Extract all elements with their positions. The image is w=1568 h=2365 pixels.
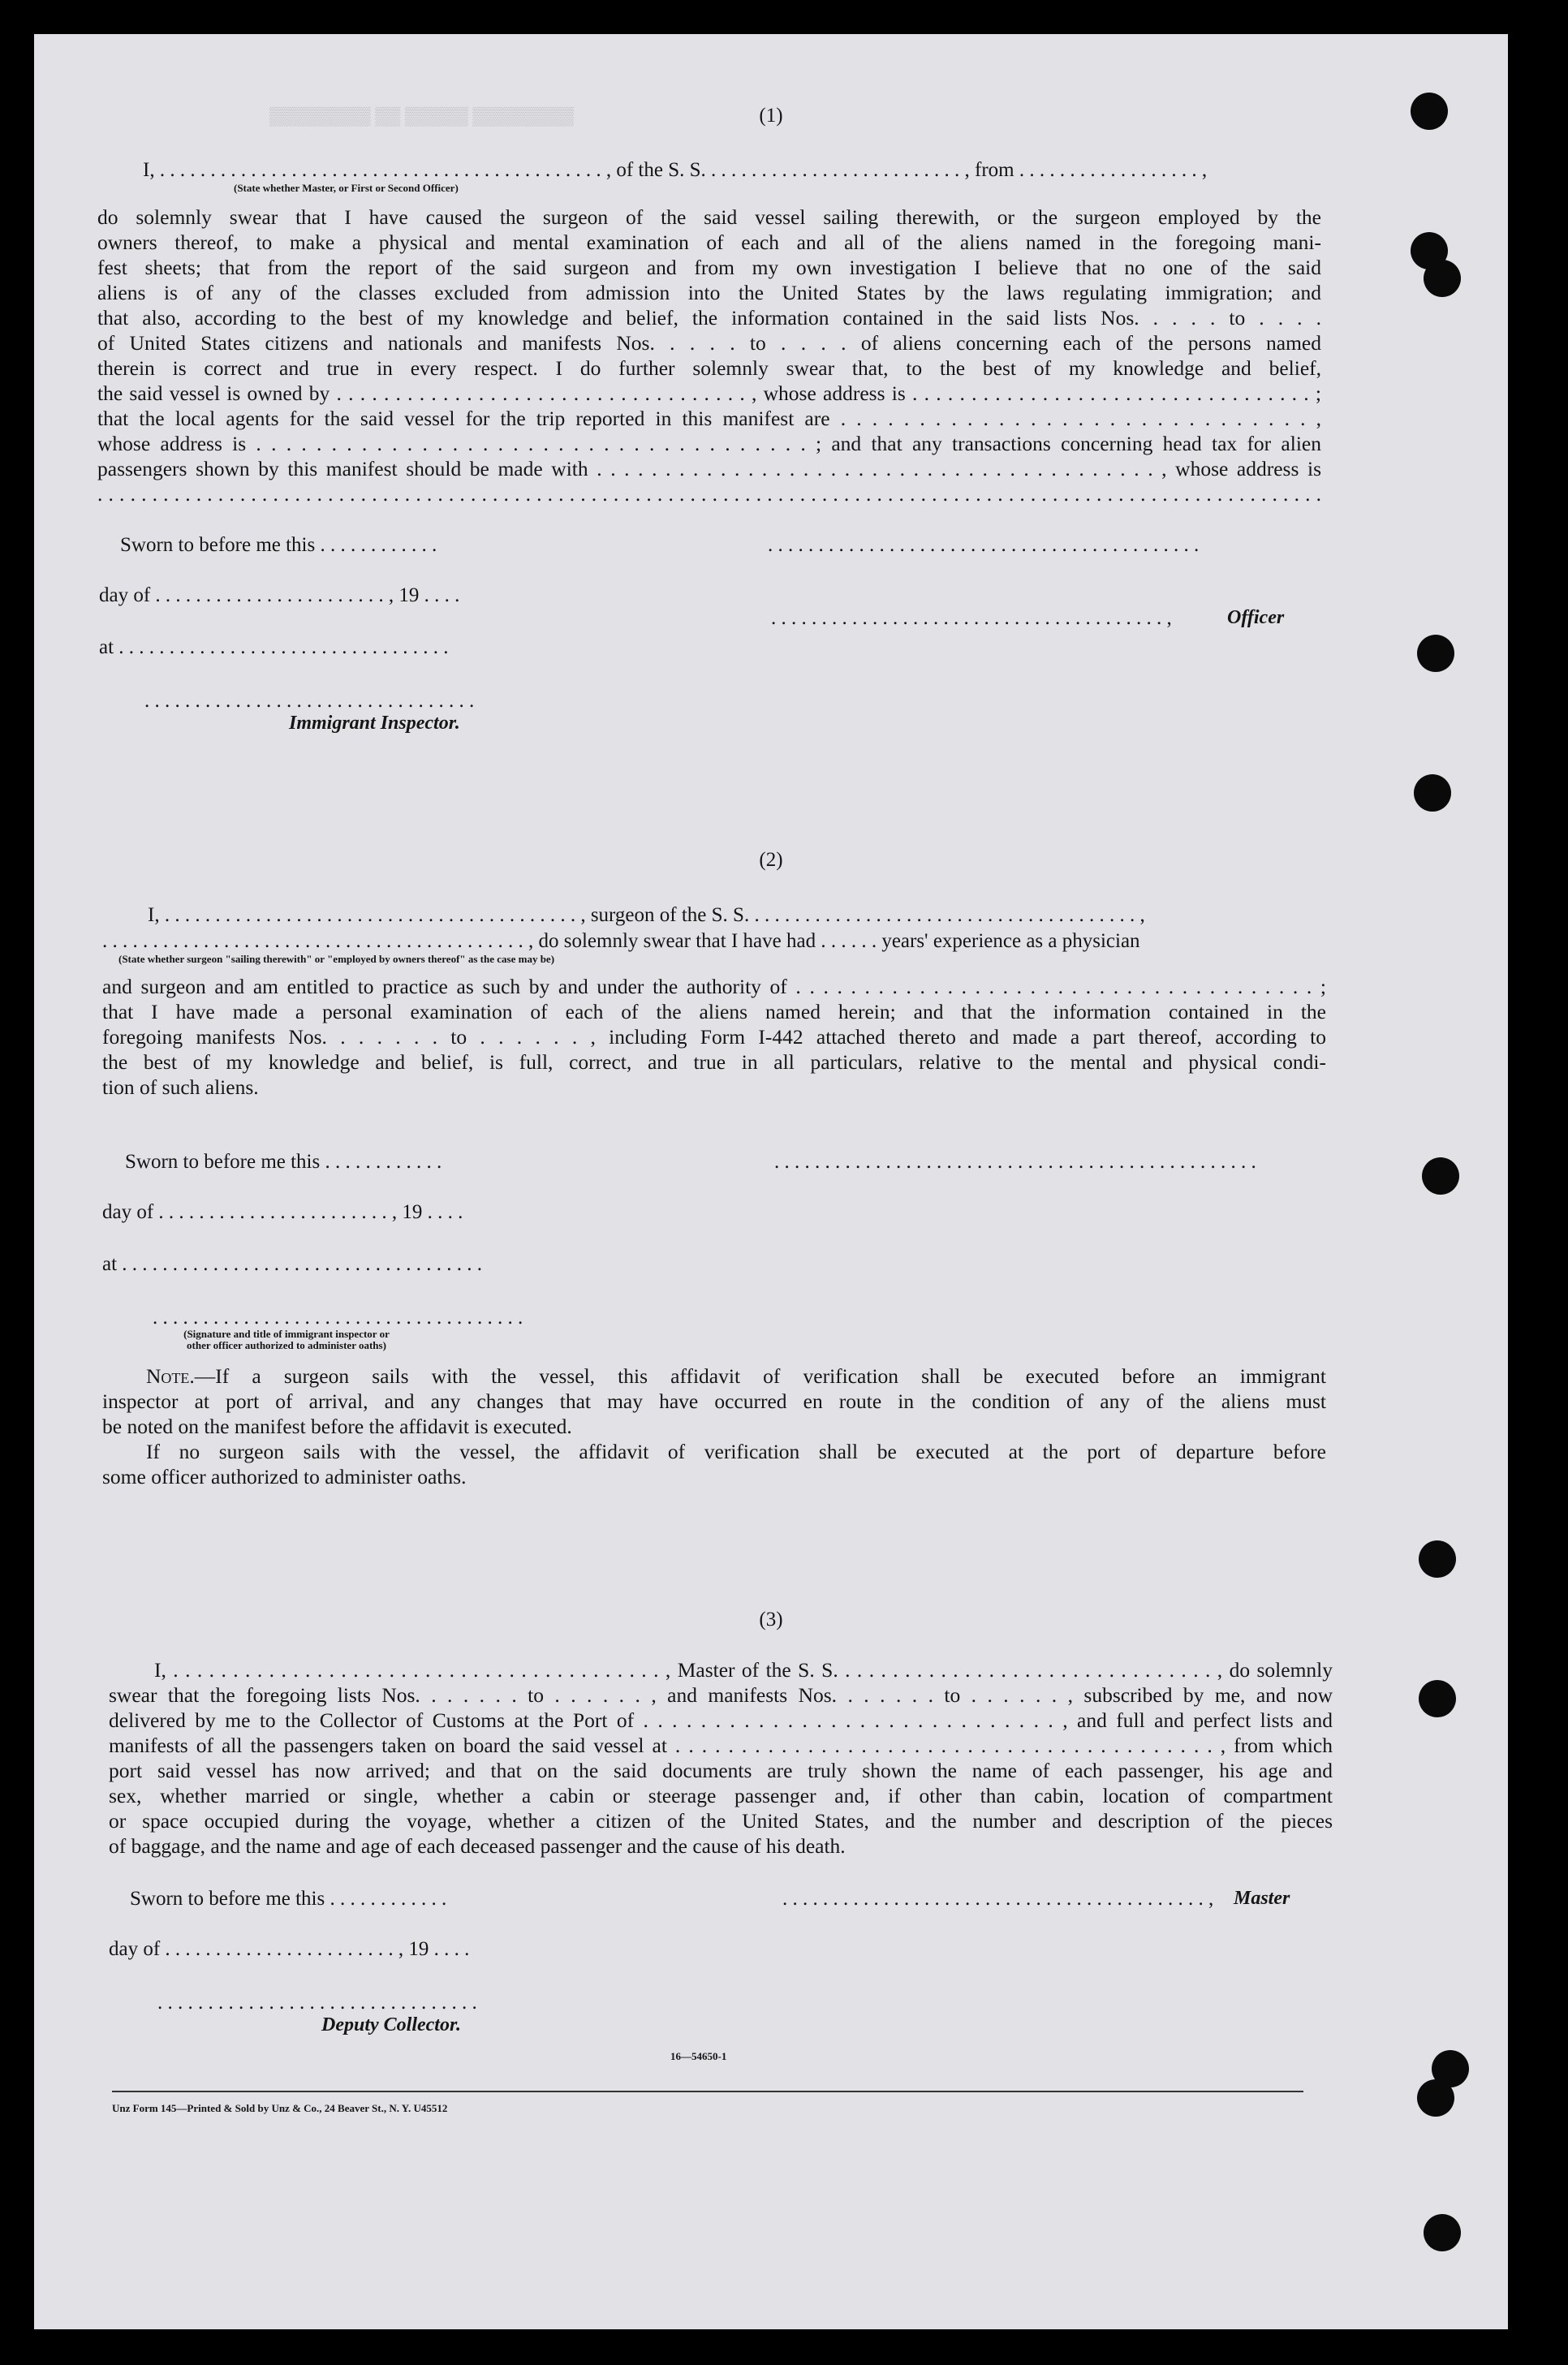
section-1-right-signature-line: . . . . . . . . . . . . . . . . . . . . . . . . . . . . . . . . . . . . . . . . . . .	[768, 534, 1200, 556]
oath-line: or space occupied during the voyage, whether a citizen of the United States, and the number and description of the pieces	[109, 1809, 1333, 1833]
section-1-oath-text	[97, 205, 1321, 506]
section-1-officer-label: Officer	[1227, 607, 1285, 628]
section-2-second-line: . . . . . . . . . . . . . . . . . . . . . . . . . . . . . . . . . . . . . . . . . . , do solemnly swear that I have had . . . . . . years' experience as a physician	[102, 930, 1140, 952]
section-1-at-line: at . . . . . . . . . . . . . . . . . . . . . . . . . . . . . . . . .	[99, 636, 449, 658]
oath-line: and surgeon and am entitled to practice as such by and under the authority of . . . . . . . . . . . . . . . . . . . . . . . . . . . . . . . . . . . . . . ;	[102, 975, 1326, 998]
section-3-master-label: Master	[1234, 1888, 1290, 1909]
oath-line: that also, according to the best of my knowledge and belief, the information contained in the said lists Nos. . . . . to . . . .	[97, 306, 1321, 330]
oath-line: fest sheets; that from the report of the said surgeon and from my own investigation I believe that no one of the said	[97, 256, 1321, 279]
oath-line: manifests of all the passengers taken on board the said vessel at . . . . . . . . . . . . . . . . . . . . . . . . . . . . . . . . . . . . . . . . . , from which	[109, 1734, 1333, 1757]
punch-hole	[1419, 1540, 1456, 1578]
bleed-through-text: ▒▒▒▒▒▒▒▒ ▒▒ ▒▒▒▒▒ ▒▒▒▒▒▒▒▒	[269, 106, 574, 126]
oath-line: the said vessel is owned by . . . . . . . . . . . . . . . . . . . . . . . . . . . . . . . . . . . , whose address is . . . . . . . . . . . . . . . . . . . . . . . . . . . . . . . . . . ;	[97, 381, 1321, 405]
punch-hole	[1424, 2214, 1461, 2251]
oath-line: that the local agents for the said vessel for the trip reported in this manifest are . . . . . . . . . . . . . . . . . . . . . . . . . . . . . . ,	[97, 407, 1321, 430]
section-3-number: (3)	[759, 1609, 783, 1631]
section-1-inspector-label: Immigrant Inspector.	[289, 713, 460, 734]
section-2-day-line: day of . . . . . . . . . . . . . . . . . . . . . . . , 19 . . . .	[102, 1201, 463, 1223]
note-line: be noted on the manifest before the affidavit is executed.	[102, 1415, 572, 1438]
section-1-officer-line: . . . . . . . . . . . . . . . . . . . . . . . . . . . . . . . . . . . . . . . ,	[771, 607, 1172, 629]
note-label: Note.	[146, 1364, 195, 1388]
section-3-collector-label: Deputy Collector.	[321, 2014, 461, 2035]
note-line	[102, 1363, 1326, 1389]
oath-line: that I have made a personal examination of each of the aliens named herein; and that the information contained in the	[102, 1000, 1326, 1023]
punch-hole	[1414, 774, 1451, 812]
section-2-oath-text	[102, 974, 1326, 1100]
oath-line: do solemnly swear that I have caused the surgeon of the said vessel sailing therewith, or the surgeon employed by the	[97, 205, 1321, 229]
section-2-at-line: at . . . . . . . . . . . . . . . . . . . . . . . . . . . . . . . . . . . .	[102, 1253, 483, 1275]
document-page	[34, 34, 1508, 2329]
note-text: —If a surgeon sails with the vessel, this affidavit of verification shall be executed before an immigrant	[194, 1364, 1326, 1388]
section-2-surgeon-note: (State whether surgeon "sailing therewith" or "employed by owners thereof" as the case may be)	[118, 953, 555, 965]
section-2-opening-line: I, . . . . . . . . . . . . . . . . . . . . . . . . . . . . . . . . . . . . . . . . . , surgeon of the S. S. . . . . . . . . . . . . . . . . . . . . . . . . . . . . . . . . . . . . . . ,	[148, 904, 1145, 926]
note-line: inspector at port of arrival, and any changes that may have occurred en route in the condition of any of the aliens must	[102, 1389, 1326, 1413]
section-2-note	[102, 1363, 1326, 1489]
section-2-right-signature-line: . . . . . . . . . . . . . . . . . . . . . . . . . . . . . . . . . . . . . . . . . . . . . . . .	[774, 1151, 1256, 1173]
oath-line: foregoing manifests Nos. . . . . . . to . . . . . . , including Form I-442 attached thereto and made a part thereof, according to	[102, 1025, 1326, 1049]
note-line: If no surgeon sails with the vessel, the affidavit of verification shall be executed at the port of departure before	[146, 1440, 1326, 1463]
form-code: 16—54650-1	[670, 2050, 727, 2062]
punch-hole	[1424, 260, 1461, 297]
section-3-oath-text	[109, 1657, 1333, 1859]
oath-line: aliens is of any of the classes excluded from admission into the United States by the laws regulating immigration; and	[97, 281, 1321, 304]
oath-line: sex, whether married or single, whether a cabin or steerage passenger and, if other than cabin, location of compartment	[109, 1784, 1333, 1807]
oath-line: port said vessel has now arrived; and that on the said documents are truly shown the name of each passenger, his age and	[109, 1759, 1333, 1782]
section-2-signature-note-2: other officer authorized to administer oaths)	[187, 1339, 386, 1351]
oath-line: passengers shown by this manifest should be made with . . . . . . . . . . . . . . . . . . . . . . . . . . . . . . . . . . . . . . . . . , whose address is	[97, 457, 1321, 480]
section-1-opening-line: I, . . . . . . . . . . . . . . . . . . . . . . . . . . . . . . . . . . . . . . . . . . . . , of the S. S. . . . . . . . . . . . . . . . . . . . . . . . . . , from . . . . . . . . . . . . . . . . . . ,	[143, 159, 1208, 181]
punch-hole	[1411, 93, 1448, 130]
oath-line: . . . . . . . . . . . . . . . . . . . . . . . . . . . . . . . . . . . . . . . . . . . . . . . . . . . . . . . . . . . . . . . . . . . . . . . . . . . . . . . . . . . . . . . . . . . . . . . . . . . . . . . . . . . . . . . .	[97, 482, 1321, 506]
section-1-number: (1)	[759, 105, 783, 127]
footer-rule	[112, 2091, 1303, 2092]
section-3-day-line: day of . . . . . . . . . . . . . . . . . . . . . . . , 19 . . . .	[109, 1938, 470, 1960]
oath-line: of United States citizens and nationals and manifests Nos. . . . . to . . . . of aliens concerning each of the persons named	[97, 331, 1321, 355]
oath-line: I, . . . . . . . . . . . . . . . . . . . . . . . . . . . . . . . . . . . . . . . . . , Master of the S. S. . . . . . . . . . . . . . . . . . . . . . . . . . . . . . . . , do solemnly	[154, 1658, 1333, 1682]
section-1-day-line: day of . . . . . . . . . . . . . . . . . . . . . . . , 19 . . . .	[99, 584, 460, 606]
oath-line: delivered by me to the Collector of Customs at the Port of . . . . . . . . . . . . . . . . . . . . . . . . . . . . . , and full and perfect lists and	[109, 1708, 1333, 1732]
section-1-officer-note: (State whether Master, or First or Second Officer)	[234, 182, 459, 194]
section-3-master-line: . . . . . . . . . . . . . . . . . . . . . . . . . . . . . . . . . . . . . . . . . . ,	[782, 1888, 1214, 1910]
section-2-sworn-line: Sworn to before me this . . . . . . . . . . . .	[125, 1151, 442, 1173]
punch-hole	[1422, 1157, 1459, 1195]
section-1-sworn-line: Sworn to before me this . . . . . . . . . . . .	[120, 534, 437, 556]
section-2-signature-note-1: (Signature and title of immigrant inspector or	[183, 1328, 390, 1340]
section-3-sworn-line: Sworn to before me this . . . . . . . . . . . .	[130, 1888, 447, 1910]
oath-line: therein is correct and true in every respect. I do further solemnly swear that, to the best of my knowledge and belief,	[97, 356, 1321, 380]
section-3-collector-line: . . . . . . . . . . . . . . . . . . . . . . . . . . . . . . . .	[157, 1992, 477, 2014]
oath-line: whose address is . . . . . . . . . . . . . . . . . . . . . . . . . . . . . . . . . . . . . ; and that any transactions concerning head tax for alien	[97, 432, 1321, 455]
punch-hole	[1419, 1680, 1456, 1717]
oath-line: owners thereof, to make a physical and mental examination of each and all of the aliens named in the foregoing mani-	[97, 230, 1321, 254]
note-line: some officer authorized to administer oaths.	[102, 1465, 467, 1488]
printer-imprint: Unz Form 145—Printed & Sold by Unz & Co., 24 Beaver St., N. Y. U45512	[112, 2102, 448, 2114]
section-2-signature-line: . . . . . . . . . . . . . . . . . . . . . . . . . . . . . . . . . . . . .	[153, 1307, 523, 1329]
section-1-inspector-line: . . . . . . . . . . . . . . . . . . . . . . . . . . . . . . . . .	[144, 690, 475, 712]
oath-line: the best of my knowledge and belief, is full, correct, and true in all particulars, relative to the mental and physical condi-	[102, 1050, 1326, 1074]
punch-hole	[1417, 2079, 1454, 2117]
section-2-number: (2)	[759, 849, 783, 871]
oath-line: of baggage, and the name and age of each deceased passenger and the cause of his death.	[109, 1834, 846, 1858]
oath-line: tion of such aliens.	[102, 1075, 259, 1099]
punch-hole	[1417, 635, 1454, 672]
oath-line: swear that the foregoing lists Nos. . . . . . . to . . . . . . , and manifests Nos. . . . . . . to . . . . . . , subscribed by me, and now	[109, 1683, 1333, 1707]
